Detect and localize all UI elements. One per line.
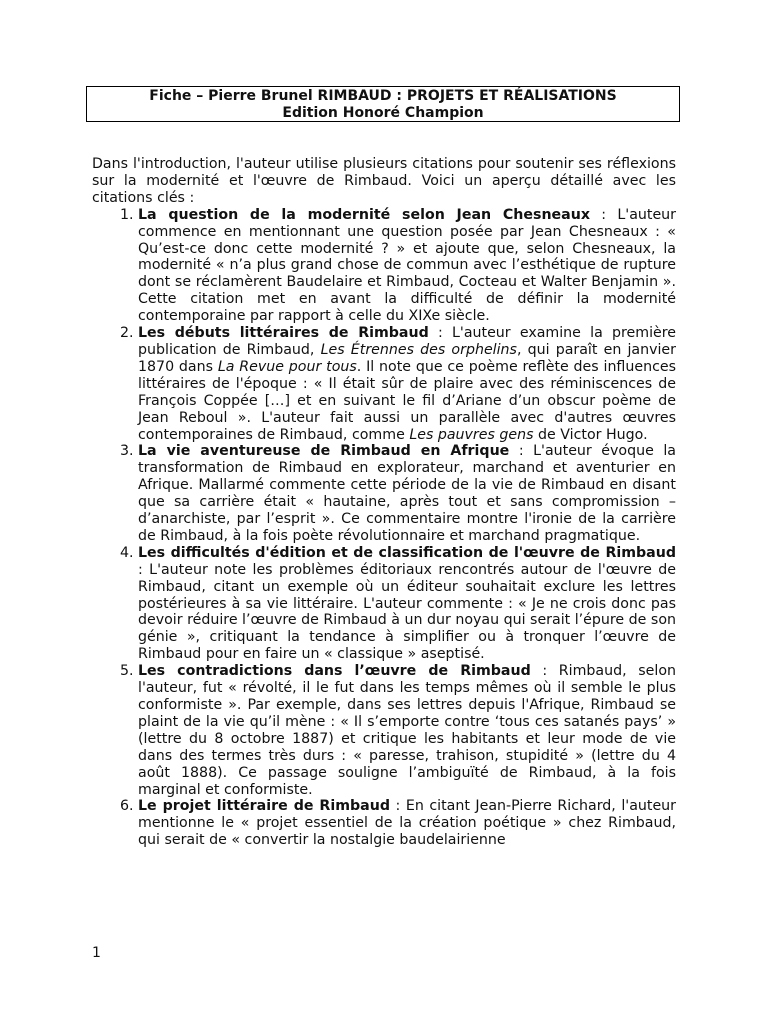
item-text: : Rimbaud, selon l'auteur, fut « révolté, il le fut dans les temps mêmes où il semble le plus conformiste ». Par exemple, dans ses lettres depuis l'Afrique, Rimbaud se plaint de la vie qu’il mène : « Il s’emporte contre ‘tous ces satanés pays’ » (lettre du 8 octobre 1887) et critique les habitants et leur mode de vie dans des termes très durs : « paresse, trahison, stupidité » (lettre du 4 août 1888). Ce passage souligne l’ambiguïté de Rimbaud, à la fois marginal et conformiste. <box>138 663 676 798</box>
intro-paragraph: Dans l'introduction, l'auteur utilise plusieurs citations pour soutenir ses réflexions sur la modernité et l'œuvre de Rimbaud. Voici un aperçu détaillé avec les citations clés : <box>92 156 676 206</box>
item-text: . Il note que ce poème reflète des influences littéraires de l'époque : « Il était sûr de plaire avec des réminiscences de François Coppée […] et en suivant le fil d’Ariane d’un obscur poème de Jean Reboul ». L'auteur fait aussi un parallèle avec d'autres œuvres contemporaines de Rimbaud, comme <box>138 358 677 443</box>
list-item <box>138 325 676 443</box>
list-item <box>138 545 676 663</box>
item-text: , qui paraît en janvier 1870 dans <box>138 341 676 375</box>
list-item <box>138 207 676 325</box>
document-title-box <box>86 86 680 122</box>
item-text: de Victor Hugo. <box>533 426 648 443</box>
item-title: Les contradictions dans l’œuvre de Rimbaud <box>138 663 531 680</box>
citations-list <box>92 207 676 849</box>
item-italic-title: Les pauvres gens <box>409 426 534 443</box>
list-item <box>138 798 676 849</box>
item-text: : En citant Jean-Pierre Richard, l'auteur mentionne le « projet essentiel de la création poétique » chez Rimbaud, qui serait de « convertir la nostalgie baudelairienne <box>138 798 677 849</box>
page-number: 1 <box>92 945 101 961</box>
document-title: Fiche – Pierre Brunel RIMBAUD : PROJETS ET RÉALISATIONS <box>149 88 617 104</box>
item-title: La vie aventureuse de Rimbaud en Afrique <box>138 443 510 460</box>
list-item <box>138 443 676 544</box>
item-title: Le projet littéraire de Rimbaud <box>138 798 390 815</box>
item-text: : L'auteur note les problèmes éditoriaux rencontrés autour de l'œuvre de Rimbaud, citant un exemple où un éditeur souhaitait exclure les lettres postérieures à sa vie littéraire. L'auteur commente : « Je ne crois donc pas devoir réduire l’œuvre de Rimbaud à un dur noyau qui serait l’épure de son génie », critiquant la tendance à simplifier ou à tronquer l’œuvre de Rimbaud pour en faire un « classique » aseptisé. <box>138 561 676 663</box>
item-text: : L'auteur évoque la transformation de Rimbaud en explorateur, marchand et aventurier en Afrique. Mallarmé commente cette période de la vie de Rimbaud en disant que sa carrière était « hautaine, après tout et sans compromission – d’anarchiste, par l’esprit ». Ce commentaire montre l'ironie de la carrière de Rimbaud, à la fois poète révolutionnaire et marchand pragmatique. <box>138 443 676 544</box>
item-italic-title: La Revue pour tous <box>217 358 357 375</box>
item-title: La question de la modernité selon Jean Chesneaux <box>138 206 590 223</box>
item-title: Les difficultés d'édition et de classification de l'œuvre de Rimbaud <box>138 544 676 561</box>
document-subtitle: Edition Honoré Champion <box>282 105 484 121</box>
list-item <box>138 663 676 798</box>
item-text: : L'auteur commence en mentionnant une question posée par Jean Chesneaux : « Qu’est-ce donc cette modernité ? » et ajoute que, selon Chesneaux, la modernité « n’a plus grand chose de commun avec l’esthétique de rupture dont se réclamèrent Baudelaire et Rimbaud, Cocteau et Walter Benjamin ». Cette citation met en avant la difficulté de définir la modernité contemporaine par rapport à celle du XIXe siècle. <box>138 206 677 325</box>
item-text: : L'auteur examine la première publication de Rimbaud, <box>138 325 676 358</box>
item-italic-title: Les Étrennes des orphelins <box>320 341 517 358</box>
document-body <box>92 156 676 849</box>
item-title: Les débuts littéraires de Rimbaud <box>138 325 429 342</box>
